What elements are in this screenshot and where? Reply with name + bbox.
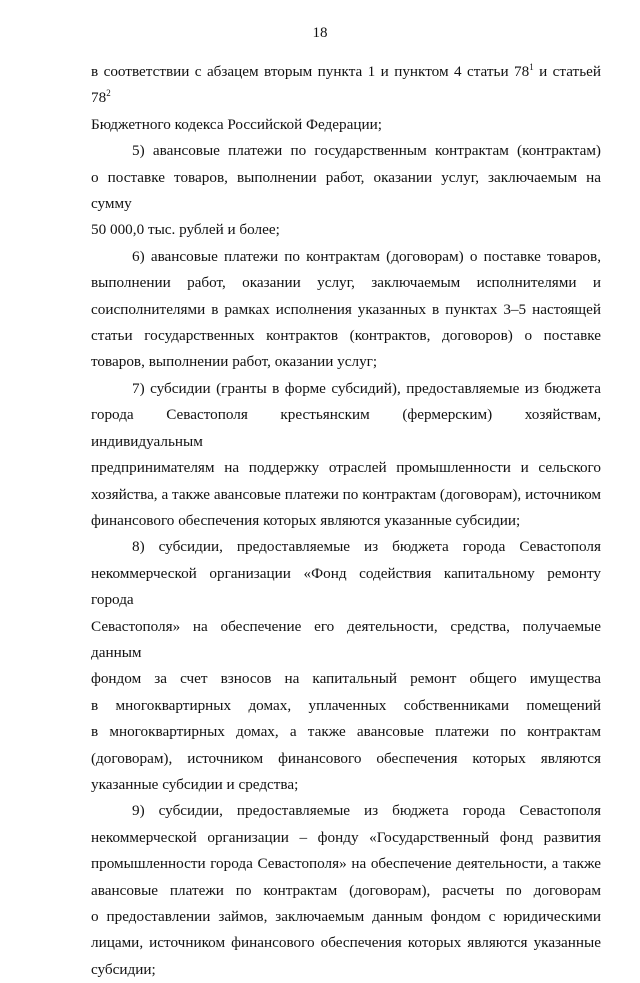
text-line: некоммерческой организации – фонду «Государственный фонд развития	[91, 828, 601, 846]
text-line: хозяйства, а также авансовые платежи по контрактам (договорам), источником	[91, 485, 601, 503]
paragraph-item-8	[91, 534, 601, 798]
text-line: фондом за счет взносов на капитальный ремонт общего имущества	[91, 670, 601, 688]
text-line: промышленности города Севастополя» на обеспечение деятельности, а также	[91, 855, 601, 873]
text-line: статьи государственных контрактов (контрактов, договоров) о поставке	[91, 327, 601, 345]
text-line: 9) субсидии, предоставляемые из бюджета города Севастополя	[132, 802, 601, 820]
text-line: выполнении работ, оказании услуг, заключаемым исполнителями и	[91, 274, 601, 292]
text-line: авансовые платежи по контрактам (договорам), расчеты по договорам	[91, 881, 601, 899]
text-fragment: в соответствии с абзацем вторым пункта 1 и пунктом 4 статьи 78	[91, 63, 530, 80]
paragraph-continuation	[91, 59, 601, 138]
paragraph-item-9	[91, 798, 601, 983]
text-line: некоммерческой организации «Фонд содействия капитальному ремонту города	[91, 564, 601, 609]
document-body	[91, 59, 601, 983]
text-line: Севастополя» на обеспечение его деятельности, средства, получаемые данным	[91, 617, 601, 661]
text-line: предпринимателям на поддержку отраслей промышленности и сельского	[91, 459, 601, 477]
text-line: в многоквартирных домах, а также авансовые платежи по контрактам	[91, 723, 601, 741]
text-line: (договорам), источником финансового обеспечения которых являются	[91, 749, 601, 767]
text-line: о поставке товаров, выполнении работ, оказании услуг, заключаемым на сумму	[91, 168, 601, 213]
text-line: указанные субсидии и средства;	[91, 775, 299, 793]
text-line: лицами, источником финансового обеспечения которых являются указанные	[91, 934, 601, 952]
text-line: субсидии;	[91, 960, 156, 978]
text-line: города Севастополя крестьянским (фермерским) хозяйствам, индивидуальным	[91, 406, 601, 450]
superscript: 1	[529, 62, 534, 72]
text-line: соисполнителями в рамках исполнения указанных в пунктах 3–5 настоящей	[91, 300, 601, 318]
text-line: Бюджетного кодекса Российской Федерации;	[91, 115, 382, 133]
text-line: 50 000,0 тыс. рублей и более;	[91, 221, 280, 239]
text-line: 8) субсидии, предоставляемые из бюджета города Севастополя	[132, 538, 601, 556]
paragraph-item-6	[91, 244, 601, 376]
superscript: 2	[106, 88, 111, 99]
text-line: 6) авансовые платежи по контрактам (договорам) о поставке товаров,	[132, 247, 601, 265]
text-line: 7) субсидии (гранты в форме субсидий), предоставляемые из бюджета	[132, 379, 601, 397]
page-number: 18	[312, 25, 328, 41]
text-line: 5) авансовые платежи по государственным контрактам (контрактам)	[132, 142, 601, 160]
text-fragment: и статьей 78	[91, 63, 601, 107]
text-line: в многоквартирных домах, уплаченных собственниками помещений	[91, 696, 601, 714]
paragraph-item-7	[91, 376, 601, 534]
text-line: о предоставлении займов, заключаемым данным фондом с юридическими	[91, 908, 601, 925]
text-line: финансового обеспечения которых являются указанные субсидии;	[91, 511, 521, 529]
text-line: товаров, выполнении работ, оказании услуг;	[91, 353, 378, 371]
paragraph-item-5	[91, 138, 601, 244]
text-line	[91, 59, 601, 112]
